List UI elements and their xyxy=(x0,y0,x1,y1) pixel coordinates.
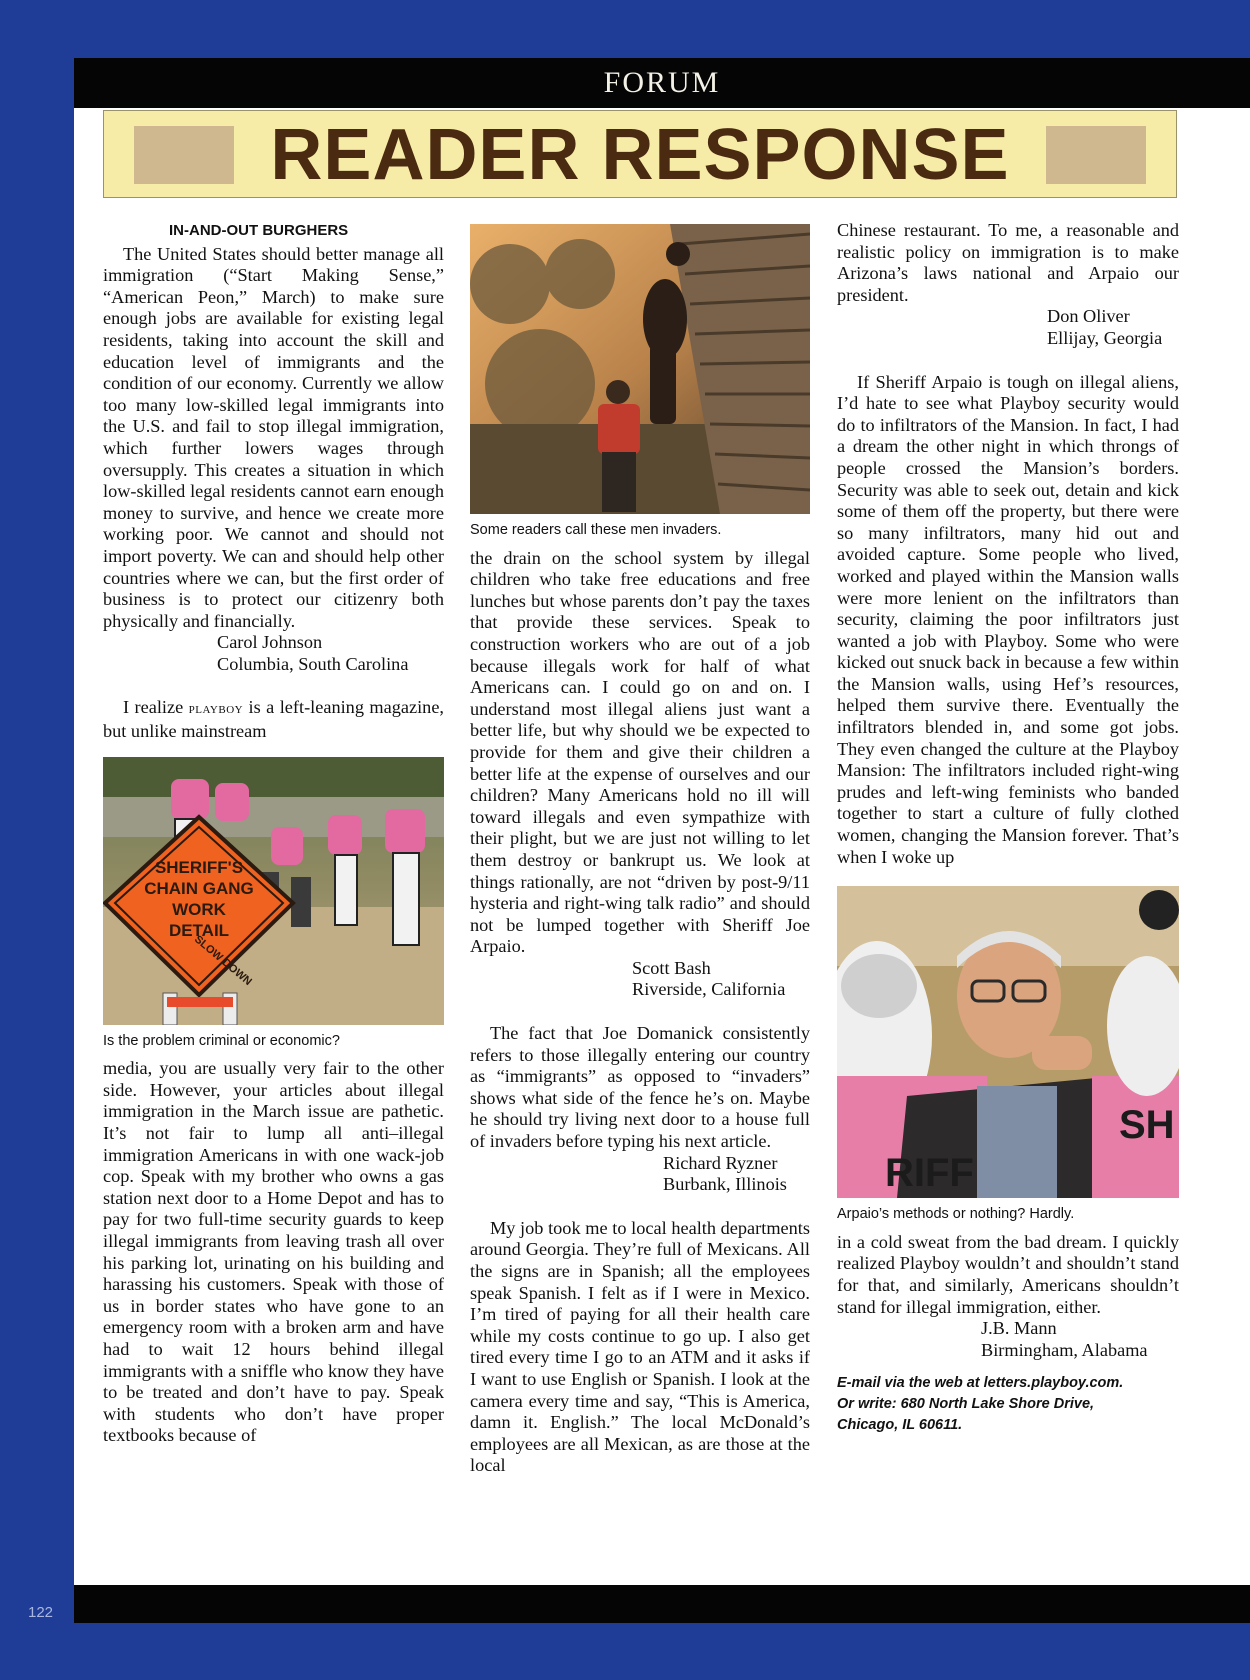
signature-name: Scott Bash xyxy=(632,957,711,978)
section-header: FORUM xyxy=(74,58,1250,108)
letter-richard-ryzner: The fact that Joe Domanick consistently refers to those illegally entering our country as “immigrants” as opposed to “invaders” shows what side of the fence he’s on. Maybe he should try living next door to a house full of invaders before typing his next article. xyxy=(470,1023,810,1152)
signature-place: Burbank, Illinois xyxy=(663,1174,787,1195)
article-heading: IN-AND-OUT BURGHERS xyxy=(169,222,349,239)
sign-line-1: SHERIFF'S xyxy=(154,857,244,877)
sign-line-3: WORK xyxy=(172,899,226,919)
sign-line-5: SLOW DOWN xyxy=(191,932,254,988)
page-number: 122 xyxy=(28,1604,54,1621)
contact-city: Chicago, IL 60611. xyxy=(837,1417,963,1434)
signature-name: J.B. Mann xyxy=(981,1318,1057,1339)
letter-scott-bash-intro: I realize playboy is a left-leaning magazine, but unlike mainstream xyxy=(103,697,444,742)
shirt-lettering-left: RIFF xyxy=(885,1151,974,1196)
column-3 xyxy=(837,220,1179,1436)
sign-line-2: CHAIN GANG xyxy=(144,878,254,898)
contact-address: Or write: 680 North Lake Shore Drive, xyxy=(837,1396,1095,1413)
contact-info xyxy=(837,1373,1179,1436)
arpaio-photo xyxy=(837,886,1179,1198)
signature-place: Birmingham, Alabama xyxy=(981,1339,1148,1360)
chain-gang-photo xyxy=(103,757,444,1025)
signature-name: Carol Johnson xyxy=(217,632,323,653)
border-fence-photo-image xyxy=(470,224,810,514)
photo-caption: Is the problem criminal or economic? xyxy=(103,1032,340,1049)
photo-caption: Arpaio’s methods or nothing? Hardly. xyxy=(837,1206,1075,1223)
letter-don-oliver-end: Chinese restaurant. To me, a reasonable and realistic policy on immigration is to make Arizona’s laws national and Arpaio our president. xyxy=(837,220,1179,305)
photo-caption: Some readers call these men invaders. xyxy=(470,522,722,538)
sign-line-4: DETAIL xyxy=(168,920,230,940)
letter-carol-johnson: The United States should better manage all immigration (“Start Making Sense,” “American Peon,” March) to make sure enough jobs are available for existing legal residents, taking into account the skill and education level of immigrants and the condition of our economy. Currently we allow too many low-skilled legal immigrants into the U.S. and fail to stop illegal immigration, which further lowers wages through oversupply. This creates a situation in which low-skilled legal residents cannot earn enough money to survive, and hence we create more working poor. We cannot and should not import poverty. We can and should help other countries where we can, but the first order of business is to protect our citizenry both physically and financially. xyxy=(103,243,444,631)
page-title: READER RESPONSE xyxy=(270,115,1010,195)
chain-gang-photo-image xyxy=(103,757,444,1025)
column-2 xyxy=(470,224,810,1477)
footer-bar xyxy=(74,1585,1250,1623)
letter-jb-mann-end: in a cold sweat from the bad dream. I quickly realized Playboy wouldn’t and shouldn’t stand for that, and similarly, Americans shouldn’t stand for illegal immigration, either. xyxy=(837,1231,1179,1317)
arpaio-photo-image xyxy=(837,886,1179,1198)
signature-name: Don Oliver xyxy=(1047,306,1130,327)
signature-place: Ellijay, Georgia xyxy=(1047,327,1163,348)
contact-email: E-mail via the web at letters.playboy.com. xyxy=(837,1375,1124,1392)
letter-scott-bash-end: the drain on the school system by illegal children who take free educations and free lunches but whose parents don’t pay the taxes that provide these services. Speak to construction workers who are out of a job because illegals work for half of what Americans can. I could go on and on. I understand most illegal aliens just want a better life, but why should we be expected to provide for them and give their children a better life at the expense of ourselves and our children? Many Americans hold no ill will toward illegals and even sympathize with their plight, but we are just not willing to let them destroy or bankrupt us. We look at things rationally, are not “driven by post-9/11 hysteria and right-wing talk radio” and should not be lumped together with Sheriff Joe Arpaio. xyxy=(470,547,810,957)
signature-place: Columbia, South Carolina xyxy=(217,653,409,674)
letter-scott-bash-body: media, you are usually very fair to the other side. However, your articles about illegal immigration in the March issue are pathetic. It’s not fair to lump all anti–illegal immigration Americans in with one wack-job cop. Speak with my brother who owns a gas station next door to a Home Depot and has to pay for two full-time security guards to keep illegal immigrants from leaving trash all over his parking lot, urinating on his building and harassing his customers. Speak with those of us in border states who have gone to an emergency room with a broken arm and have had to wait 12 hours behind illegal immigrants with a sniffle who know they have to be treated and don’t have to pay. Speak with students who don’t have proper textbooks because of xyxy=(103,1058,444,1446)
column-1 xyxy=(103,220,444,1447)
title-banner xyxy=(103,110,1177,198)
banner-decor-right xyxy=(1046,126,1146,184)
shirt-lettering-right: SH xyxy=(1119,1103,1175,1148)
signature-name: Richard Ryzner xyxy=(663,1152,778,1173)
border-fence-photo xyxy=(470,224,810,514)
signature-place: Riverside, California xyxy=(632,979,786,1000)
letter-jb-mann: If Sheriff Arpaio is tough on illegal aliens, I’d hate to see what Playboy security would do to infiltrators of the Mansion. In fact, I had a dream the other night in which throngs of people crossed the Mansion’s borders. Security was able to seek out, detain and kick some of them off the property, but there were so many infiltrators, many hid out and avoided capture. Some people who lived, worked and played within the Mansion walls were more lenient on the infiltrators than security, claiming the poor infiltrators just wanted a job with Playboy. Some who were kicked out snuck back in because a few within the Mansion walls, using Hef’s resources, helped them survive there. Eventually the infiltrators blended in, and some got jobs. They even changed the culture at the Playboy Mansion: The infiltrators included right-wing prudes and left-wing feminists who banded together to start a culture of fully clothed women, changing the Mansion forever. That’s when I woke up xyxy=(837,371,1179,867)
letter-don-oliver: My job took me to local health departments around Georgia. They’re full of Mexicans. All the signs are in Spanish; all the employees speak Spanish. I felt as if I were in Mexico. I’m tired of paying for all their health care while my costs continue to go up. I also get tired every time I go to an ATM and it asks if I want to use English or Spanish. I look at the camera every time and say, “This is America, damn it. English.” The local McDonald’s employees are all Mexican, as are those at the local xyxy=(470,1217,810,1476)
brand-name: playboy xyxy=(188,701,244,718)
